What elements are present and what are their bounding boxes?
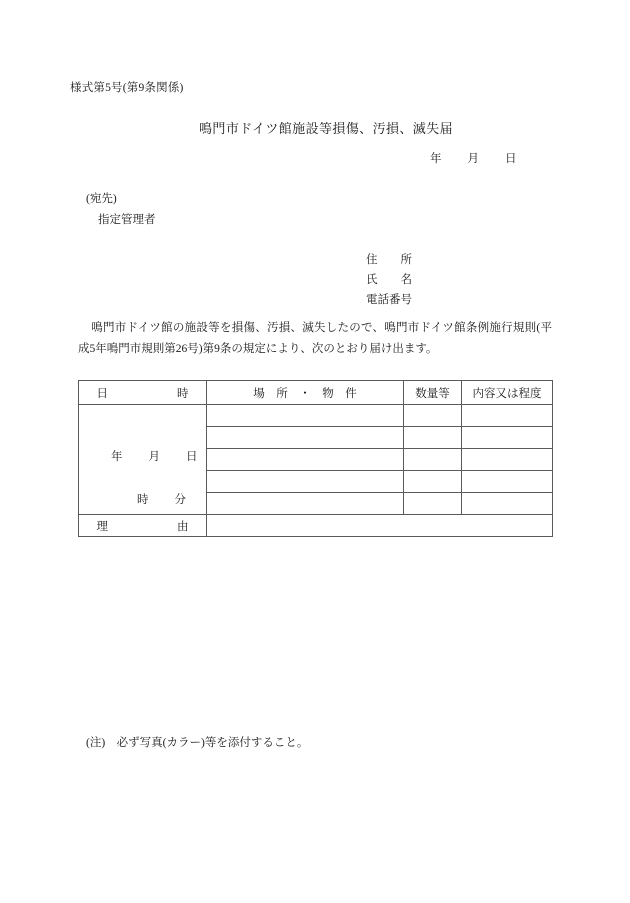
cell-hour-label: 時 bbox=[137, 494, 149, 506]
place-object-input[interactable] bbox=[207, 449, 404, 471]
table-row bbox=[79, 405, 553, 427]
applicant-name-label bbox=[366, 270, 412, 290]
quantity-input[interactable] bbox=[404, 427, 462, 449]
addressee-heading: (宛先) bbox=[86, 193, 117, 205]
addressee-name: 指定管理者 bbox=[98, 214, 156, 226]
body-paragraph bbox=[78, 318, 552, 360]
damage-report-table bbox=[78, 380, 553, 537]
cell-year-label: 年 bbox=[111, 451, 123, 463]
quantity-input[interactable] bbox=[404, 449, 462, 471]
reason-label: 理 由 bbox=[96, 520, 189, 533]
header-place-object: 場 所 ・ 物 件 bbox=[207, 381, 404, 405]
cell-day-label: 日 bbox=[186, 451, 198, 463]
date-year-label: 年 bbox=[430, 153, 442, 165]
cell-minute-label: 分 bbox=[174, 494, 186, 506]
detail-input[interactable] bbox=[462, 405, 553, 427]
header-detail: 内容又は程度 bbox=[462, 381, 553, 405]
address-label-text: 住 所 bbox=[366, 254, 412, 266]
quantity-input[interactable] bbox=[404, 471, 462, 493]
phone-label-text: 電話番号 bbox=[366, 294, 412, 306]
datetime-entry-cell[interactable] bbox=[79, 405, 207, 515]
page-title: 鳴門市ドイツ館施設等損傷、汚損、滅失届 bbox=[199, 121, 453, 136]
quantity-input[interactable] bbox=[404, 493, 462, 515]
name-label-text: 氏 名 bbox=[366, 274, 412, 286]
reason-row bbox=[79, 515, 553, 537]
date-month-label: 月 bbox=[467, 153, 479, 165]
detail-input[interactable] bbox=[462, 493, 553, 515]
place-object-input[interactable] bbox=[207, 471, 404, 493]
reason-label-cell bbox=[79, 515, 207, 537]
datetime-ymd-labels bbox=[111, 448, 198, 464]
applicant-phone-label bbox=[366, 290, 412, 310]
form-number: 様式第5号(第9条関係) bbox=[70, 82, 184, 94]
place-object-input[interactable] bbox=[207, 427, 404, 449]
detail-input[interactable] bbox=[462, 427, 553, 449]
date-line bbox=[430, 150, 517, 166]
date-day-label: 日 bbox=[505, 153, 517, 165]
table-header-row bbox=[79, 381, 553, 405]
cell-month-label: 月 bbox=[148, 451, 160, 463]
place-object-input[interactable] bbox=[207, 405, 404, 427]
header-datetime: 日 時 bbox=[79, 381, 207, 405]
detail-input[interactable] bbox=[462, 471, 553, 493]
datetime-hm-labels bbox=[137, 491, 186, 507]
header-quantity: 数量等 bbox=[404, 381, 462, 405]
detail-input[interactable] bbox=[462, 449, 553, 471]
body-paragraph-text: 鳴門市ドイツ館の施設等を損傷、汚損、滅失したので、鳴門市ドイツ館条例施行規則(平成5年鳴門市規則第26号)第9条の規定により、次のとおり届け出ます。 bbox=[78, 322, 552, 355]
applicant-address-label bbox=[366, 250, 412, 270]
reason-input[interactable] bbox=[207, 515, 553, 537]
applicant-block bbox=[366, 250, 412, 310]
quantity-input[interactable] bbox=[404, 405, 462, 427]
place-object-input[interactable] bbox=[207, 493, 404, 515]
footnote: (注) 必ず写真(カラー)等を添付すること。 bbox=[86, 737, 309, 749]
